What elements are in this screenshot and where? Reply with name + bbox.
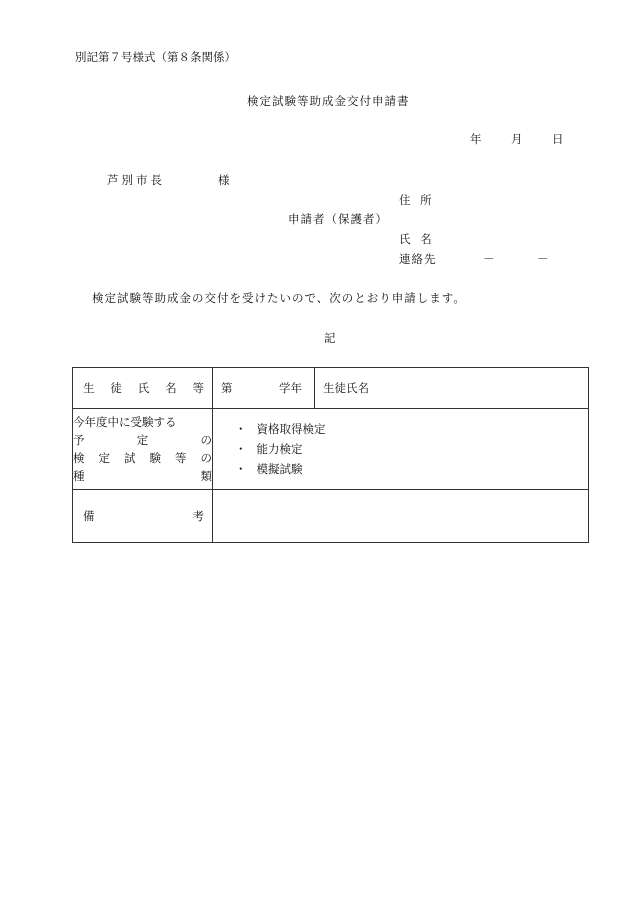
remarks-field[interactable] [213, 490, 589, 543]
student-info-label: 生 徒 氏 名 等 [83, 381, 204, 395]
grade-suffix: 学年 [279, 381, 302, 395]
exam-type-item: ・ 資格取得検定 [235, 419, 588, 439]
addressee-honorific: 様 [218, 173, 230, 187]
grade-cell[interactable] [213, 368, 315, 409]
exam-types-label-line-4: 種 類 [73, 469, 212, 483]
remarks-label-cell [73, 490, 213, 543]
ki-label: 記 [324, 331, 336, 345]
contact-dash-2: － [537, 252, 549, 266]
form-number: 別記第７号様式（第８条関係） [75, 50, 236, 64]
exam-types-list [213, 419, 588, 479]
document-title: 検定試験等助成金交付申請書 [247, 94, 410, 108]
student-info-label-cell [73, 368, 213, 409]
exam-types-list-cell[interactable] [213, 409, 589, 490]
date-month: 月 [511, 132, 523, 146]
addressee-name: 芦別市長 [107, 173, 165, 187]
student-name-label: 生徒氏名 [323, 381, 369, 395]
exam-types-label-cell [73, 409, 213, 490]
student-name-cell[interactable] [315, 368, 589, 409]
exam-type-item: ・ 模擬試験 [235, 459, 588, 479]
application-table [72, 367, 589, 543]
name-label: 氏 名 [399, 232, 435, 246]
date-day: 日 [552, 132, 564, 146]
exam-types-label-line-3: 検 定 試 験 等 の [73, 451, 212, 465]
student-info-row [73, 368, 589, 409]
address-label: 住 所 [399, 193, 435, 207]
applicant-label: 申請者（保護者） [288, 212, 388, 226]
contact-dash-1: － [483, 252, 495, 266]
exam-type-item: ・ 能力検定 [235, 439, 588, 459]
contact-label: 連絡先 [399, 252, 437, 266]
grade-prefix: 第 [221, 381, 233, 395]
remarks-label: 備 考 [83, 509, 204, 523]
remarks-row [73, 490, 589, 543]
exam-types-label-line-1: 今年度中に受験する [73, 415, 177, 429]
exam-types-row [73, 409, 589, 490]
date-year: 年 [470, 132, 482, 146]
exam-types-label-line-2: 予 定 の [73, 433, 212, 447]
body-text: 検定試験等助成金の交付を受けたいので、次のとおり申請します。 [92, 291, 466, 305]
